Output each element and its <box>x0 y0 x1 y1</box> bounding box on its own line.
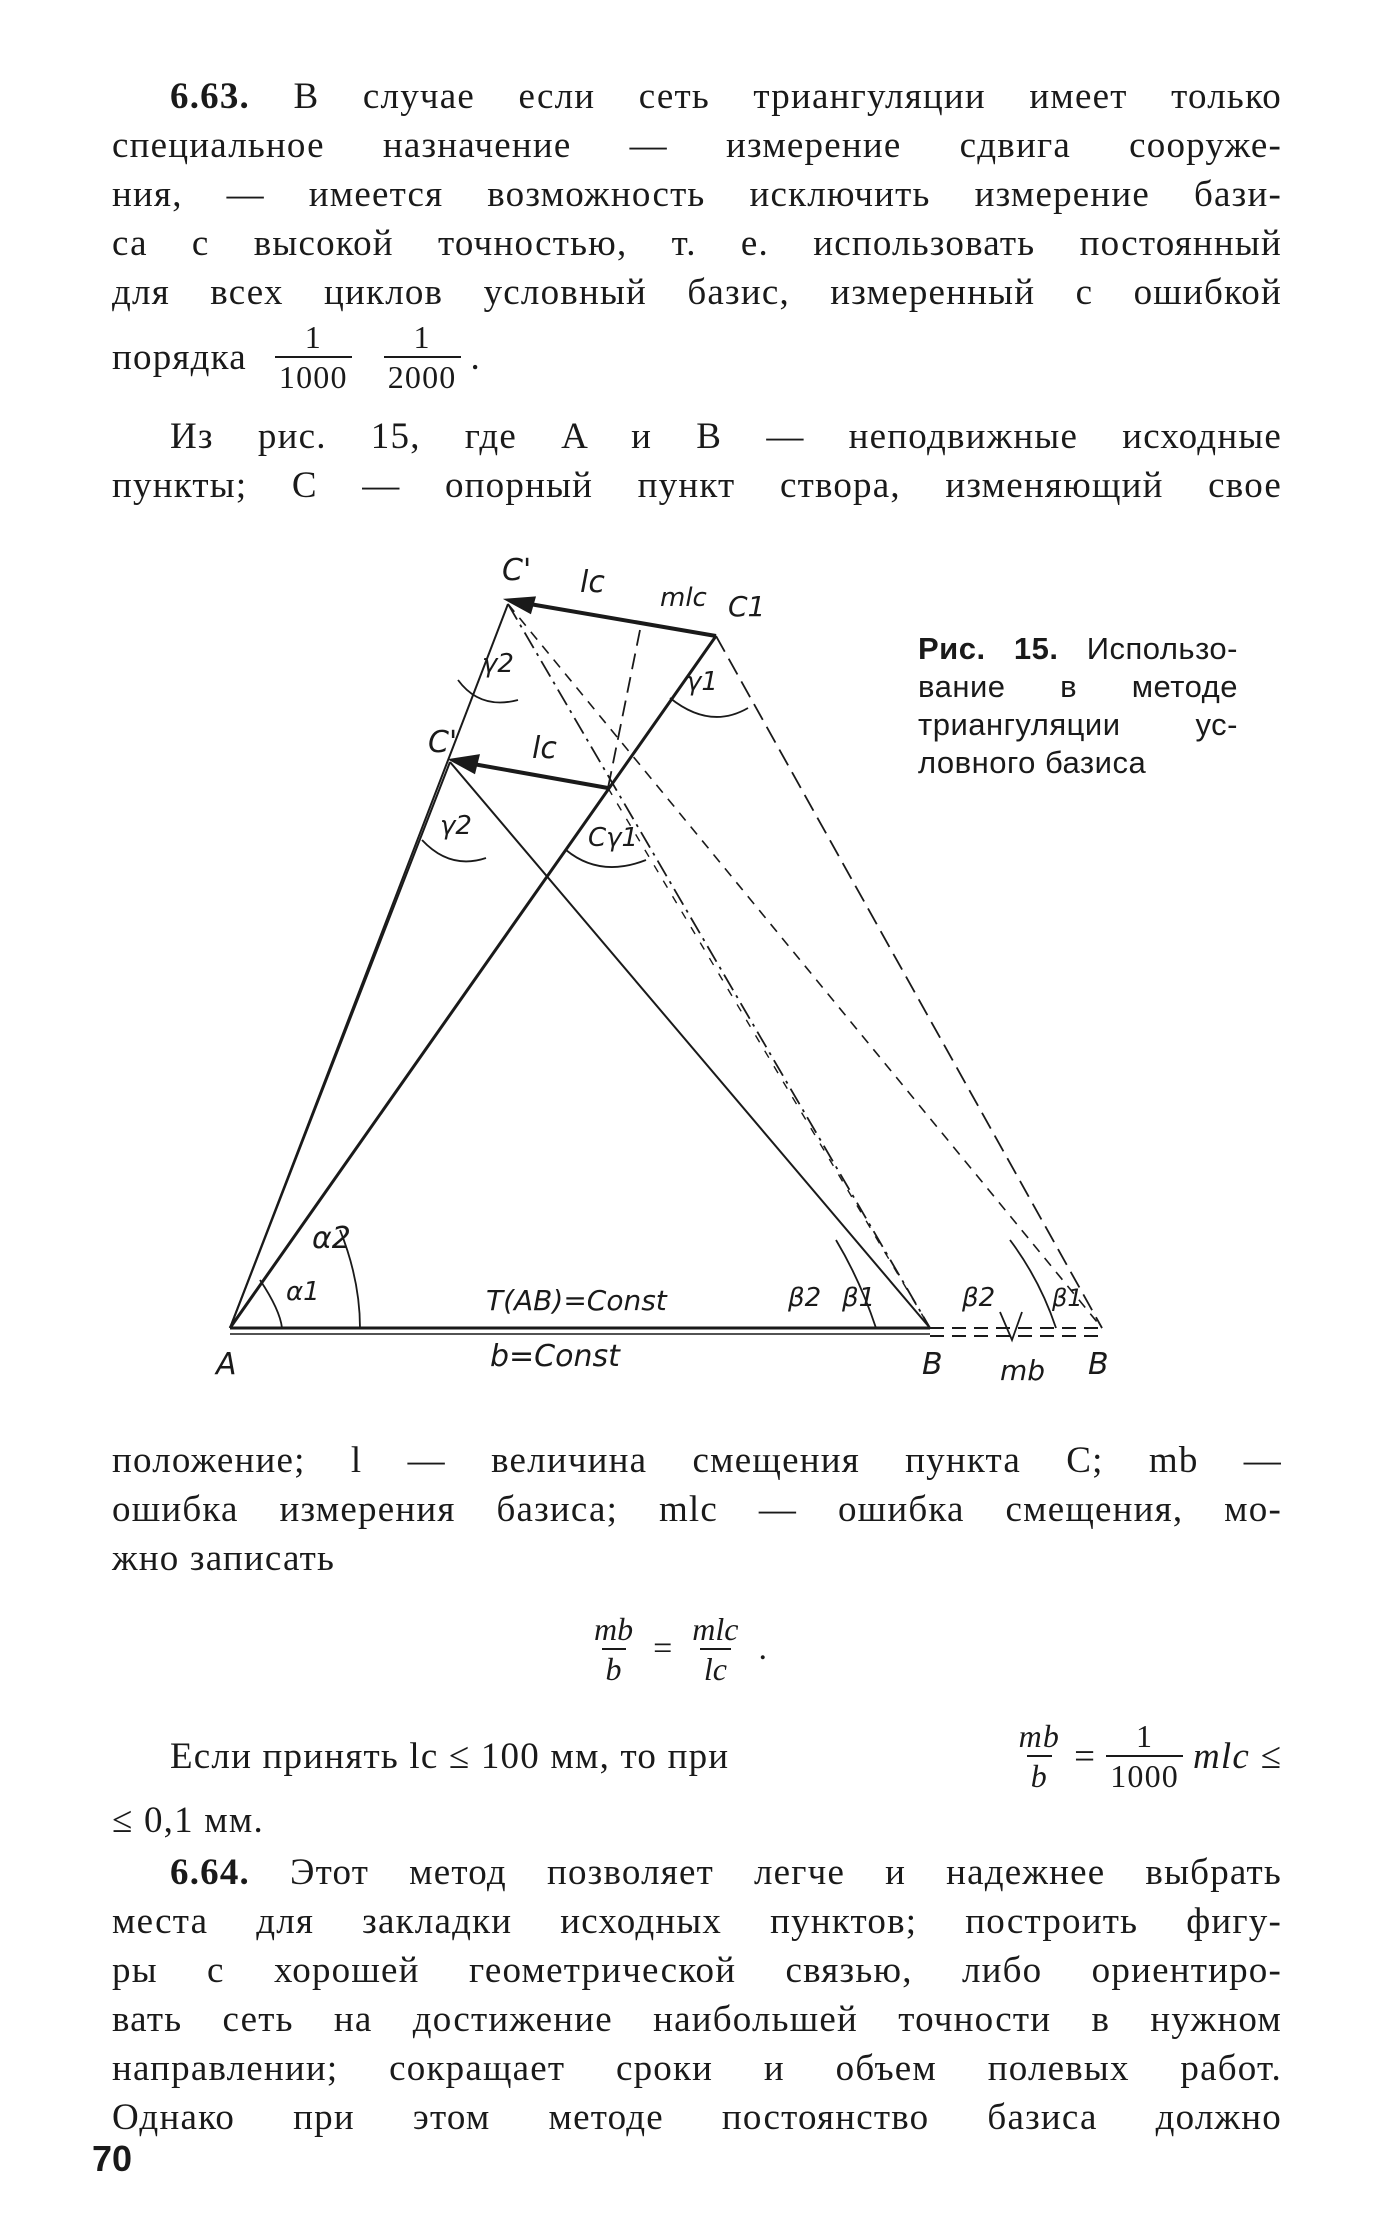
paragraph-line: 6.63. В случае если сеть триангуляции имеет только <box>170 76 1282 117</box>
paragraph-6-63 <box>112 72 1282 397</box>
fraction: $\frac{mb}{b}$ <box>1018 1718 1061 1794</box>
paragraph-line: са с высокой точностью, т. е. использовать постоянный <box>112 223 1282 264</box>
label-alpha2: α2 <box>312 1221 351 1256</box>
fraction: $\frac{mb}{b}$ <box>594 1611 634 1687</box>
paragraph-line: ≤ 0,1 мм. <box>112 1800 264 1841</box>
paragraph-6-64 <box>112 1848 1282 2142</box>
paragraph-line: вать сеть на достижение наибольшей точности в нужном <box>112 1999 1282 2040</box>
paragraph-line: для всех циклов условный базис, измеренный с ошибкой <box>112 272 1282 313</box>
label-a: A <box>216 1347 237 1382</box>
figure-caption <box>918 630 1238 782</box>
line-ctop-b <box>508 604 930 1328</box>
paragraph-definitions <box>112 1436 1282 1583</box>
label-mlc: mlc <box>660 583 707 613</box>
paragraph-line: положение; l — величина смещения пункта C; mb — <box>112 1440 1282 1481</box>
paragraph-line: жно записать <box>112 1538 336 1579</box>
page-number: 70 <box>92 2138 133 2179</box>
label-b-const: b=Const <box>490 1339 620 1374</box>
paragraph-line: ры с хорошей геометрической связью, либо ориентиро- <box>112 1950 1282 1991</box>
label-beta2-right: β2 <box>962 1283 996 1313</box>
beta-arcs-right <box>1010 1240 1056 1328</box>
caption-text: Использо-вание в методе триангуляции ус-ловного базиса <box>918 631 1238 780</box>
label-b-right: B <box>1088 1347 1109 1382</box>
paragraph-line: Если принять lc ≤ 100 мм, то при $\frac{mb}{b}$ = $\frac{1}{1000}$ mlc ≤ <box>170 1718 1282 1794</box>
paragraph-line: Однако при этом методе постоянство базиса должно <box>112 2097 1282 2138</box>
paragraph-line: 6.64. Этот метод позволяет легче и надежнее выбрать <box>170 1852 1282 1893</box>
paragraph-line: места для закладки исходных пунктов; построить фигу- <box>112 1901 1282 1942</box>
label-beta2-left: β2 <box>788 1283 822 1313</box>
label-b-left: B <box>922 1347 943 1382</box>
label-c-prime-mid: C' <box>428 725 458 760</box>
line-cmid-b <box>450 762 930 1328</box>
label-mb: mb <box>1000 1354 1046 1387</box>
label-c-gamma1: Cγ1 <box>588 823 639 853</box>
label-lc-mid: lc <box>532 731 557 766</box>
label-gamma2-mid: γ2 <box>440 811 472 841</box>
label-gamma2-top: γ2 <box>482 649 514 679</box>
label-t-ab: T(AB)=Const <box>486 1284 667 1317</box>
label-alpha1: α1 <box>286 1277 320 1307</box>
line-c-b <box>608 788 930 1328</box>
label-c-prime-top: C' <box>502 553 532 588</box>
caption-label: Рис. 15. <box>918 631 1059 666</box>
alpha1-arc <box>260 1280 282 1328</box>
line-a-c1 <box>230 636 716 1328</box>
section-number: 6.64. <box>170 1852 250 1893</box>
label-gamma1: γ1 <box>686 667 718 697</box>
formula-ratio: $\frac{mb}{b}$ = $\frac{\text{mlc}}{lc}$ . <box>580 1610 767 1688</box>
label-beta1-right: β1 <box>1052 1284 1083 1312</box>
paragraph-line: специальное назначение — измерение сдвига сооруже- <box>112 125 1282 166</box>
paragraph-figure-intro <box>112 412 1282 510</box>
paragraph-line: ния, — имеется возможность исключить измерение бази- <box>112 174 1282 215</box>
paragraph-line: Из рис. 15, где A и B — неподвижные исходные <box>170 416 1282 457</box>
paragraph-condition <box>112 1716 1282 1845</box>
fraction: $\frac{1}{2000}$ <box>384 318 461 396</box>
label-c1: C1 <box>728 590 766 623</box>
gamma1-arc <box>670 698 748 717</box>
fraction: $\frac{\text{mlc}}{lc}$ <box>692 1611 739 1687</box>
section-number: 6.63. <box>170 76 250 117</box>
label-beta1-left: β1 <box>842 1283 876 1313</box>
paragraph-line: пункты; C — опорный пункт створа, изменяющий свое <box>112 465 1282 506</box>
fraction: $\frac{1}{1000}$ <box>275 318 352 396</box>
paragraph-line: порядка $\frac{1}{1000}$ $\frac{1}{2000}$ . <box>112 319 481 395</box>
gamma2-mid-arc <box>422 840 486 861</box>
paragraph-line: ошибка измерения базиса; mlc — ошибка смещения, мо- <box>112 1489 1282 1530</box>
label-lc-top: lc <box>580 565 605 600</box>
shift-line <box>608 630 640 788</box>
paragraph-line: направлении; сокращает сроки и объем полевых работ. <box>112 2048 1282 2089</box>
gamma2-top-arc <box>458 680 518 703</box>
fraction: $\frac{1}{1000}$ <box>1106 1717 1183 1795</box>
